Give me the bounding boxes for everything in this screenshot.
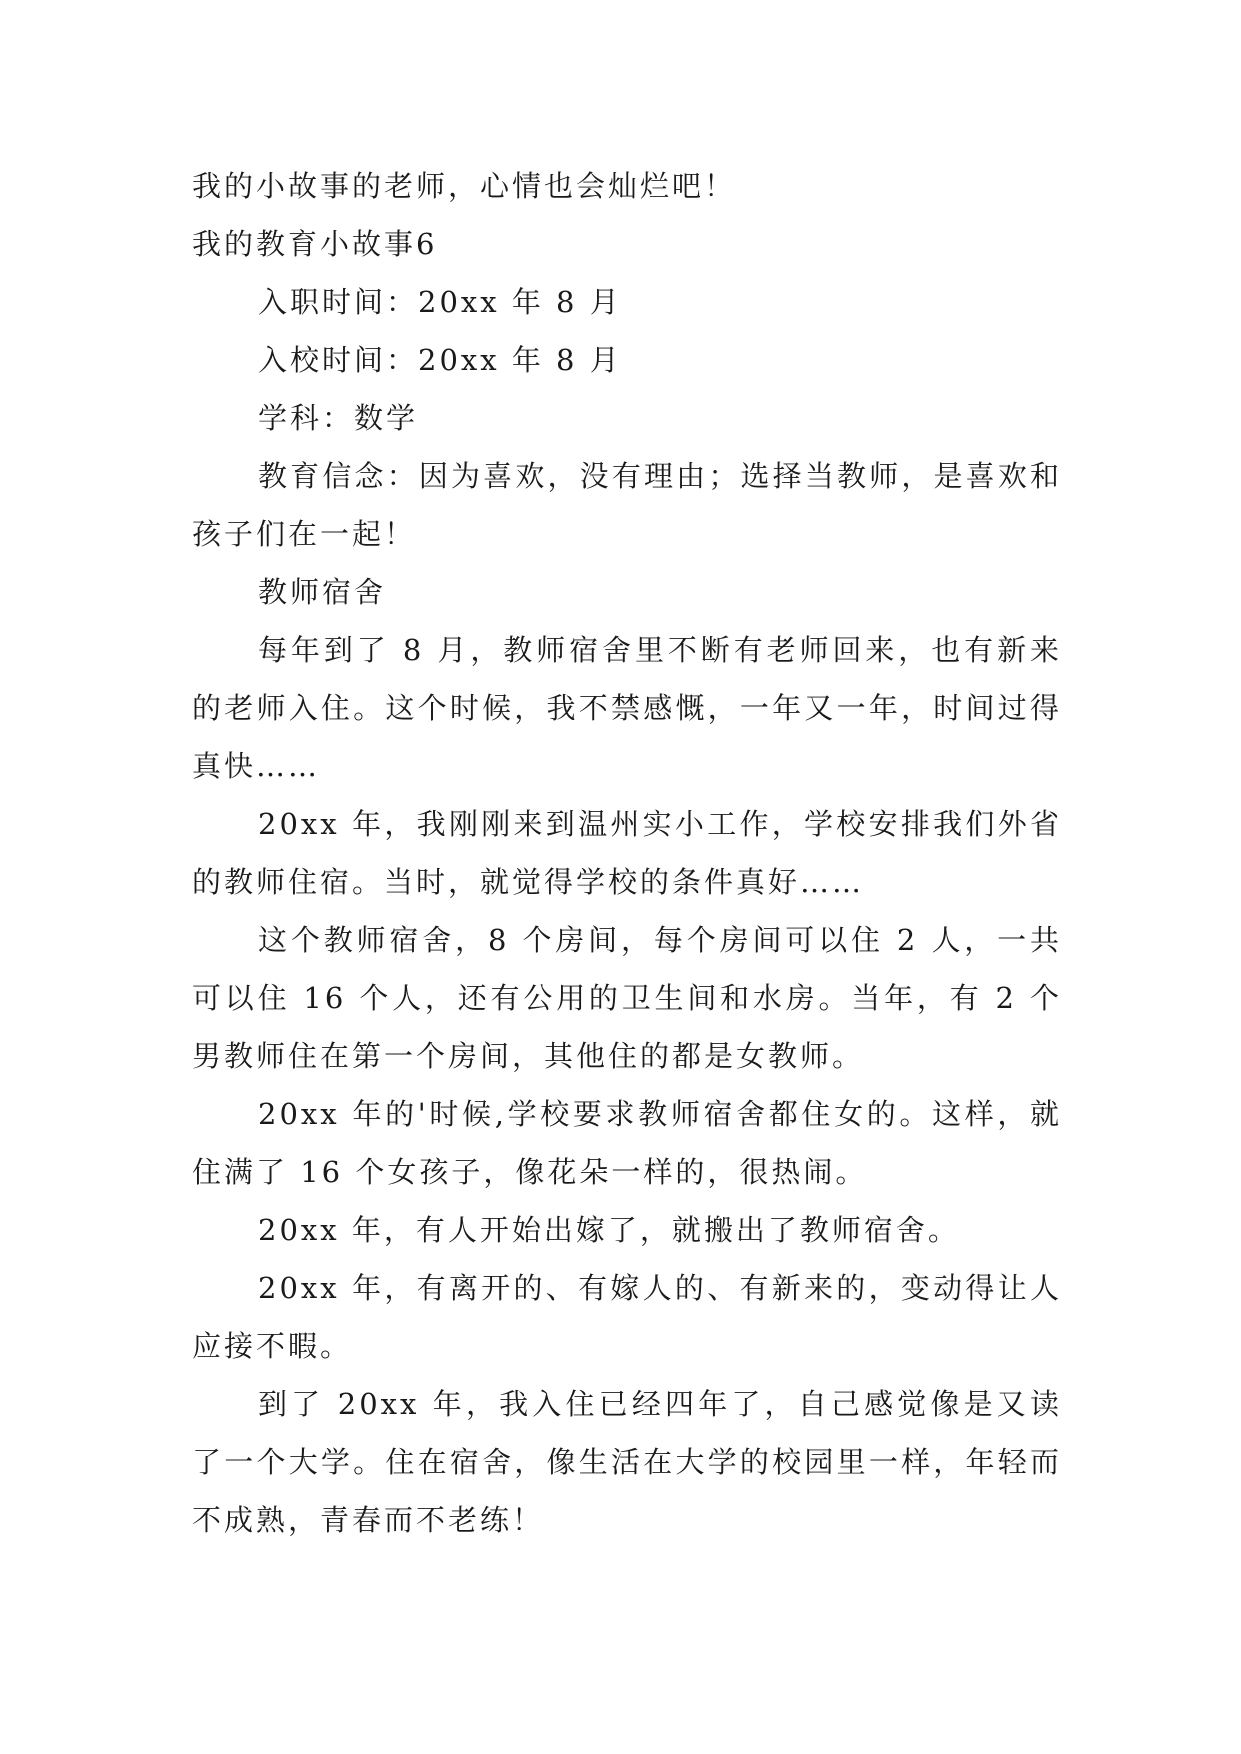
entry-job-line: 入职时间：20xx 年 8 月 bbox=[258, 285, 622, 319]
body-paragraph: 20xx 年，有离开的、有嫁人的、有新来的，变动得让人应接不暇。 bbox=[192, 1271, 1062, 1363]
belief-paragraph: 教育信念：因为喜欢，没有理由；选择当教师，是喜欢和孩子们在一起！ bbox=[192, 459, 1062, 551]
lead-line: 我的小故事的老师，心情也会灿烂吧！ bbox=[192, 169, 737, 203]
body-paragraph: 20xx 年，有人开始出嫁了，就搬出了教师宿舍。 bbox=[258, 1213, 960, 1247]
entry-school-line: 入校时间：20xx 年 8 月 bbox=[258, 343, 622, 377]
body-paragraph: 20xx 年，我刚刚来到温州实小工作，学校安排我们外省的教师住宿。当时，就觉得学校的条件真好…… bbox=[192, 807, 1062, 899]
body-paragraph: 这个教师宿舍，8 个房间，每个房间可以住 2 人，一共可以住 16 个人，还有公用的卫生间和水房。当年，有 2 个男教师住在第一个房间，其他住的都是女教师。 bbox=[192, 923, 1062, 1073]
story-title: 我的教育小故事6 bbox=[192, 227, 438, 261]
body-paragraph: 20xx 年的'时候,学校要求教师宿舍都住女的。这样，就住满了 16 个女孩子，像花朵一样的，很热闹。 bbox=[192, 1097, 1062, 1189]
body-paragraph: 每年到了 8 月，教师宿舍里不断有老师回来，也有新来的老师入住。这个时候，我不禁感慨，一年又一年，时间过得真快…… bbox=[192, 633, 1062, 783]
body-paragraph: 到了 20xx 年，我入住已经四年了，自己感觉像是又读了一个大学。住在宿舍，像生活在大学的校园里一样，年轻而不成熟，青春而不老练！ bbox=[192, 1387, 1062, 1537]
section-title: 教师宿舍 bbox=[258, 575, 387, 609]
subject-line: 学科：数学 bbox=[258, 401, 419, 435]
document-page bbox=[192, 157, 1062, 1549]
